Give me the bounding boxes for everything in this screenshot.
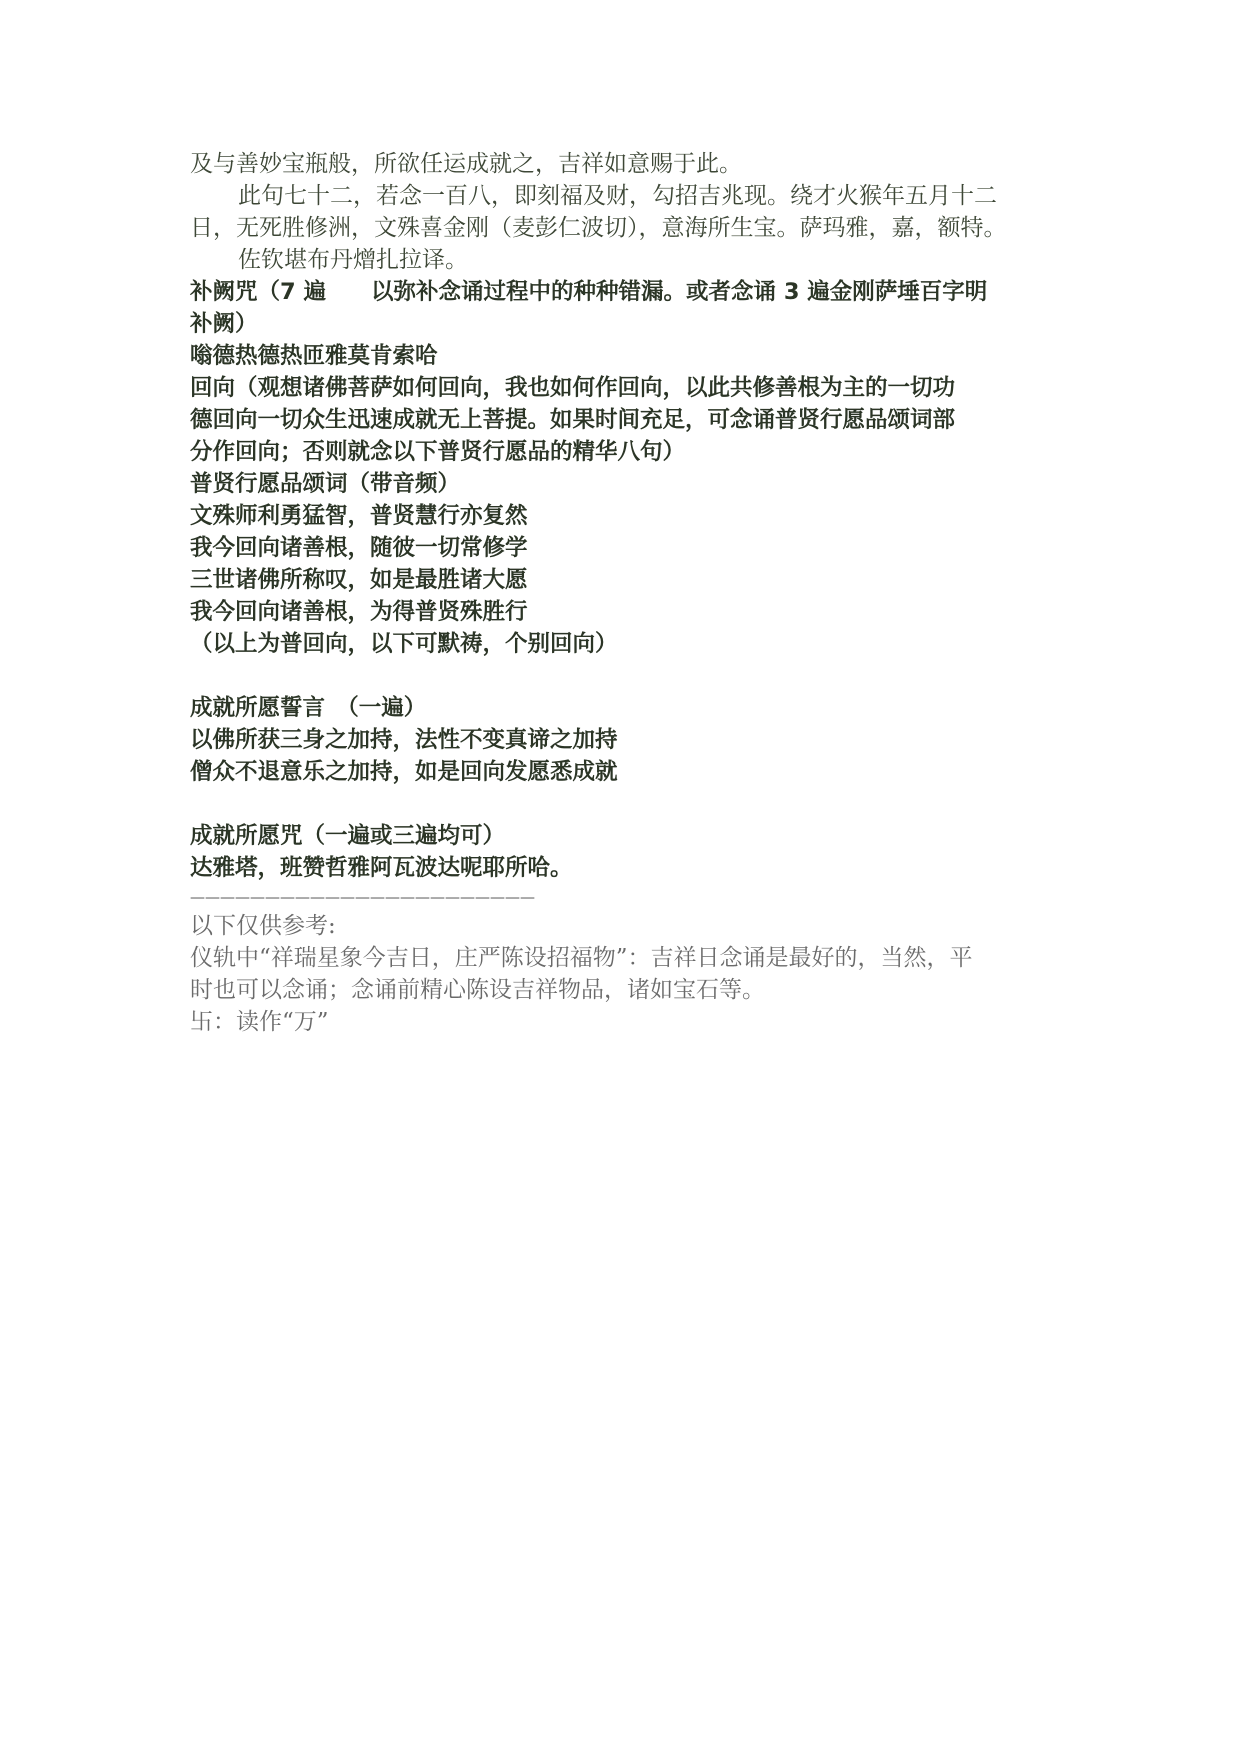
huixiang-line3: 分作回向；否则就念以下普贤行愿品的精华八句） xyxy=(190,439,686,465)
huixiang-line2: 德回向一切众生迅速成就无上菩提。如果时间充足，可念诵普贤行愿品颂词部 xyxy=(190,407,956,433)
paragraph-colophon-line1: 此句七十二，若念一百八，即刻福及财，勾招吉兆现。绕才火猴年五月十二 xyxy=(238,183,997,209)
verse-line-3: 三世诸佛所称叹，如是最胜诸大愿 xyxy=(190,567,528,593)
reference-note-line1: 仪轨中“祥瑞星象今吉日，庄严陈设招福物”：吉祥日念诵是最好的，当然，平 xyxy=(190,945,973,971)
huixiang-line1: 回向（观想诸佛菩萨如何回向，我也如何作回向，以此共修善根为主的一切功 xyxy=(190,375,956,401)
reference-note-line2: 时也可以念诵；念诵前精心陈设吉祥物品，诸如宝石等。 xyxy=(190,977,765,1003)
paragraph-translator: 佐钦堪布丹熷扎拉译。 xyxy=(238,247,468,273)
verse-line-4: 我今回向诸善根，为得普贤殊胜行 xyxy=(190,599,528,625)
paragraph-colophon-line2: 日，无死胜修洲，文殊喜金刚（麦彭仁波切），意海所生宝。萨玛雅，嘉，额特。 xyxy=(190,215,1007,241)
mantra-text: 达雅塔，班赞哲雅阿瓦波达呢耶所哈。 xyxy=(190,855,573,881)
verse-line-1: 文殊师利勇猛智，普贤慧行亦复然 xyxy=(190,503,528,529)
buque-title-line1: 补阙咒（7 遍 以弥补念诵过程中的种种错漏。或者念诵 3 遍金刚萨埵百字明 xyxy=(190,279,988,305)
puxian-title: 普贤行愿品颂词（带音频） xyxy=(190,471,461,497)
vow-line-1: 以佛所获三身之加持，法性不变真谛之加持 xyxy=(190,727,618,753)
verse-note: （以上为普回向，以下可默祷，个别回向） xyxy=(190,631,618,657)
mantra-title: 成就所愿咒（一遍或三遍均可） xyxy=(190,823,506,849)
reference-note-line3: 卐：读作“万” xyxy=(190,1009,329,1035)
spacer xyxy=(190,660,1070,692)
section-divider: ——————————————————————— xyxy=(190,888,535,906)
vow-line-2: 僧众不退意乐之加持，如是回向发愿悉成就 xyxy=(190,759,618,785)
reference-heading: 以下仅供参考: xyxy=(190,913,336,939)
verse-line-2: 我今回向诸善根，随彼一切常修学 xyxy=(190,535,528,561)
vow-title: 成就所愿誓言 （一遍） xyxy=(190,695,427,721)
document-body xyxy=(190,148,1070,1038)
paragraph-verse-end: 及与善妙宝瓶般，所欲任运成就之，吉祥如意赐于此。 xyxy=(190,151,742,177)
buque-mantra: 嗡德热德热匝雅莫肯索哈 xyxy=(190,343,438,369)
spacer xyxy=(190,788,1070,820)
buque-title-line2: 补阙） xyxy=(190,311,258,337)
